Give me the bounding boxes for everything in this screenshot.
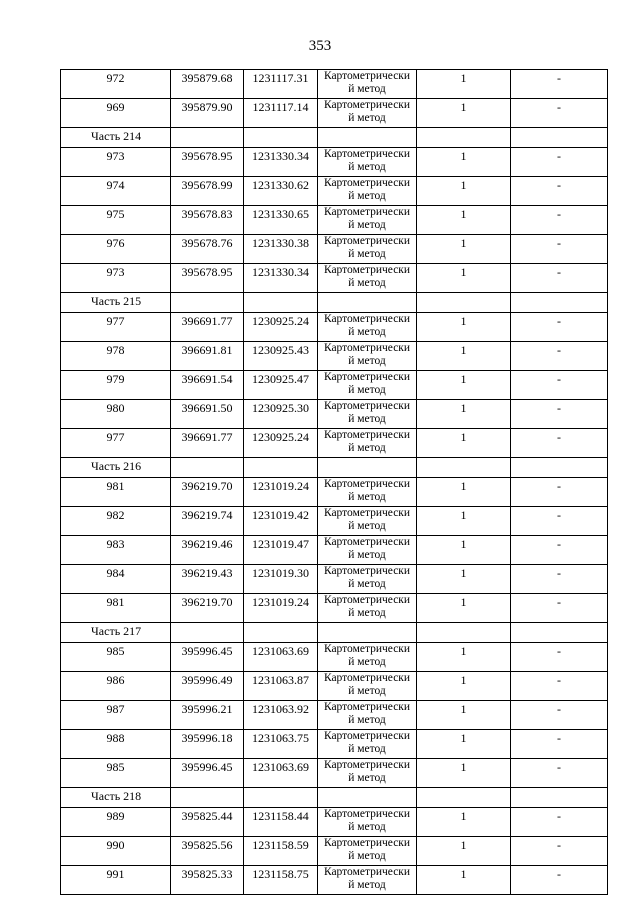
point-number-cell: 981 xyxy=(61,478,171,507)
method-line-2: й метод xyxy=(348,442,386,454)
method-cell xyxy=(318,565,417,594)
method-line-2: й метод xyxy=(348,821,386,833)
accuracy-cell: 1 xyxy=(417,565,511,594)
section-row xyxy=(61,128,608,148)
method-line-2: й метод xyxy=(348,578,386,590)
method-line-1: Картометрически xyxy=(323,565,411,577)
empty-cell xyxy=(171,458,244,478)
empty-cell xyxy=(511,293,608,313)
section-label: Часть 214 xyxy=(61,128,171,148)
y-coordinate-cell: 1231019.30 xyxy=(244,565,318,594)
method-line-1: Картометрически xyxy=(323,536,411,548)
method-line-2: й метод xyxy=(348,413,386,425)
note-cell: - xyxy=(511,206,608,235)
table-row xyxy=(61,701,608,730)
x-coordinate-cell: 396691.81 xyxy=(171,342,244,371)
accuracy-cell: 1 xyxy=(417,400,511,429)
point-number-cell: 983 xyxy=(61,536,171,565)
table-row xyxy=(61,837,608,866)
method-line-2: й метод xyxy=(348,326,386,338)
accuracy-cell: 1 xyxy=(417,429,511,458)
method-cell xyxy=(318,70,417,99)
y-coordinate-cell: 1231117.31 xyxy=(244,70,318,99)
accuracy-cell: 1 xyxy=(417,206,511,235)
table-row xyxy=(61,536,608,565)
y-coordinate-cell: 1230925.47 xyxy=(244,371,318,400)
method-line-1: Картометрически xyxy=(323,808,411,820)
accuracy-cell: 1 xyxy=(417,808,511,837)
accuracy-cell: 1 xyxy=(417,643,511,672)
point-number-cell: 974 xyxy=(61,177,171,206)
note-cell: - xyxy=(511,342,608,371)
note-cell: - xyxy=(511,643,608,672)
method-cell xyxy=(318,701,417,730)
y-coordinate-cell: 1231019.42 xyxy=(244,507,318,536)
section-row xyxy=(61,623,608,643)
method-cell xyxy=(318,643,417,672)
empty-cell xyxy=(244,293,318,313)
empty-cell xyxy=(417,623,511,643)
method-line-1: Картометрически xyxy=(323,594,411,606)
note-cell: - xyxy=(511,400,608,429)
method-cell xyxy=(318,313,417,342)
note-cell: - xyxy=(511,808,608,837)
point-number-cell: 975 xyxy=(61,206,171,235)
x-coordinate-cell: 395678.83 xyxy=(171,206,244,235)
section-label: Часть 218 xyxy=(61,788,171,808)
point-number-cell: 969 xyxy=(61,99,171,128)
y-coordinate-cell: 1231330.34 xyxy=(244,148,318,177)
method-line-1: Картометрически xyxy=(323,759,411,771)
method-cell xyxy=(318,478,417,507)
empty-cell xyxy=(318,623,417,643)
table-row xyxy=(61,594,608,623)
point-number-cell: 988 xyxy=(61,730,171,759)
accuracy-cell: 1 xyxy=(417,759,511,788)
section-label: Часть 217 xyxy=(61,623,171,643)
section-label: Часть 216 xyxy=(61,458,171,478)
method-line-1: Картометрически xyxy=(323,99,411,111)
method-cell xyxy=(318,507,417,536)
method-line-1: Картометрически xyxy=(323,206,411,218)
empty-cell xyxy=(511,128,608,148)
x-coordinate-cell: 395996.49 xyxy=(171,672,244,701)
empty-cell xyxy=(171,788,244,808)
x-coordinate-cell: 395678.95 xyxy=(171,148,244,177)
table-row xyxy=(61,672,608,701)
note-cell: - xyxy=(511,235,608,264)
method-line-1: Картометрически xyxy=(323,371,411,383)
x-coordinate-cell: 395678.95 xyxy=(171,264,244,293)
method-line-1: Картометрически xyxy=(323,429,411,441)
note-cell: - xyxy=(511,507,608,536)
note-cell: - xyxy=(511,371,608,400)
method-cell xyxy=(318,148,417,177)
empty-cell xyxy=(417,788,511,808)
x-coordinate-cell: 395996.45 xyxy=(171,643,244,672)
y-coordinate-cell: 1231330.34 xyxy=(244,264,318,293)
empty-cell xyxy=(417,458,511,478)
accuracy-cell: 1 xyxy=(417,594,511,623)
empty-cell xyxy=(417,293,511,313)
page-number: 353 xyxy=(308,38,332,54)
note-cell: - xyxy=(511,70,608,99)
section-label: Часть 215 xyxy=(61,293,171,313)
x-coordinate-cell: 396691.50 xyxy=(171,400,244,429)
empty-cell xyxy=(417,128,511,148)
method-cell xyxy=(318,400,417,429)
empty-cell xyxy=(244,788,318,808)
x-coordinate-cell: 395996.21 xyxy=(171,701,244,730)
x-coordinate-cell: 395996.45 xyxy=(171,759,244,788)
empty-cell xyxy=(171,128,244,148)
method-line-2: й метод xyxy=(348,161,386,173)
accuracy-cell: 1 xyxy=(417,730,511,759)
method-line-2: й метод xyxy=(348,190,386,202)
section-row xyxy=(61,293,608,313)
point-number-cell: 972 xyxy=(61,70,171,99)
note-cell: - xyxy=(511,672,608,701)
table-row xyxy=(61,866,608,895)
x-coordinate-cell: 396219.74 xyxy=(171,507,244,536)
method-line-2: й метод xyxy=(348,277,386,289)
method-line-1: Картометрически xyxy=(323,507,411,519)
method-line-2: й метод xyxy=(348,384,386,396)
x-coordinate-cell: 396219.46 xyxy=(171,536,244,565)
y-coordinate-cell: 1231330.62 xyxy=(244,177,318,206)
method-line-2: й метод xyxy=(348,772,386,784)
empty-cell xyxy=(318,293,417,313)
point-number-cell: 979 xyxy=(61,371,171,400)
method-cell xyxy=(318,672,417,701)
x-coordinate-cell: 395825.56 xyxy=(171,837,244,866)
method-line-1: Картометрически xyxy=(323,837,411,849)
coordinates-table-body xyxy=(61,70,608,895)
point-number-cell: 989 xyxy=(61,808,171,837)
note-cell: - xyxy=(511,759,608,788)
x-coordinate-cell: 395879.68 xyxy=(171,70,244,99)
accuracy-cell: 1 xyxy=(417,99,511,128)
method-line-2: й метод xyxy=(348,656,386,668)
table-row xyxy=(61,148,608,177)
method-line-2: й метод xyxy=(348,879,386,891)
y-coordinate-cell: 1231063.92 xyxy=(244,701,318,730)
method-line-2: й метод xyxy=(348,520,386,532)
note-cell: - xyxy=(511,99,608,128)
y-coordinate-cell: 1230925.24 xyxy=(244,313,318,342)
method-line-1: Картометрически xyxy=(323,148,411,160)
y-coordinate-cell: 1231117.14 xyxy=(244,99,318,128)
y-coordinate-cell: 1231063.75 xyxy=(244,730,318,759)
note-cell: - xyxy=(511,536,608,565)
method-line-1: Картометрически xyxy=(323,264,411,276)
y-coordinate-cell: 1231063.69 xyxy=(244,759,318,788)
table-row xyxy=(61,429,608,458)
point-number-cell: 981 xyxy=(61,594,171,623)
accuracy-cell: 1 xyxy=(417,837,511,866)
table-row xyxy=(61,730,608,759)
table-row xyxy=(61,759,608,788)
point-number-cell: 977 xyxy=(61,429,171,458)
note-cell: - xyxy=(511,264,608,293)
method-line-2: й метод xyxy=(348,248,386,260)
empty-cell xyxy=(318,788,417,808)
method-line-1: Картометрически xyxy=(323,177,411,189)
accuracy-cell: 1 xyxy=(417,701,511,730)
empty-cell xyxy=(244,623,318,643)
table-row xyxy=(61,371,608,400)
x-coordinate-cell: 395825.33 xyxy=(171,866,244,895)
method-cell xyxy=(318,206,417,235)
note-cell: - xyxy=(511,701,608,730)
point-number-cell: 977 xyxy=(61,313,171,342)
empty-cell xyxy=(511,623,608,643)
note-cell: - xyxy=(511,565,608,594)
table-row xyxy=(61,400,608,429)
x-coordinate-cell: 395996.18 xyxy=(171,730,244,759)
method-line-2: й метод xyxy=(348,219,386,231)
accuracy-cell: 1 xyxy=(417,478,511,507)
table-row xyxy=(61,313,608,342)
x-coordinate-cell: 395825.44 xyxy=(171,808,244,837)
point-number-cell: 987 xyxy=(61,701,171,730)
method-cell xyxy=(318,235,417,264)
table-row xyxy=(61,507,608,536)
method-line-2: й метод xyxy=(348,549,386,561)
note-cell: - xyxy=(511,313,608,342)
accuracy-cell: 1 xyxy=(417,342,511,371)
method-cell xyxy=(318,371,417,400)
accuracy-cell: 1 xyxy=(417,235,511,264)
point-number-cell: 985 xyxy=(61,759,171,788)
method-line-2: й метод xyxy=(348,714,386,726)
table-row xyxy=(61,206,608,235)
method-line-1: Картометрически xyxy=(323,478,411,490)
method-line-1: Картометрически xyxy=(323,235,411,247)
note-cell: - xyxy=(511,594,608,623)
accuracy-cell: 1 xyxy=(417,264,511,293)
x-coordinate-cell: 395879.90 xyxy=(171,99,244,128)
method-cell xyxy=(318,177,417,206)
table-row xyxy=(61,808,608,837)
point-number-cell: 990 xyxy=(61,837,171,866)
y-coordinate-cell: 1231330.38 xyxy=(244,235,318,264)
empty-cell xyxy=(511,788,608,808)
method-cell xyxy=(318,866,417,895)
y-coordinate-cell: 1231019.24 xyxy=(244,478,318,507)
y-coordinate-cell: 1231063.87 xyxy=(244,672,318,701)
method-cell xyxy=(318,759,417,788)
note-cell: - xyxy=(511,429,608,458)
accuracy-cell: 1 xyxy=(417,70,511,99)
method-line-1: Картометрически xyxy=(323,342,411,354)
note-cell: - xyxy=(511,866,608,895)
method-line-1: Картометрически xyxy=(323,70,411,82)
method-line-2: й метод xyxy=(348,743,386,755)
point-number-cell: 973 xyxy=(61,264,171,293)
note-cell: - xyxy=(511,148,608,177)
y-coordinate-cell: 1231330.65 xyxy=(244,206,318,235)
method-line-2: й метод xyxy=(348,685,386,697)
method-cell xyxy=(318,808,417,837)
method-line-1: Картометрически xyxy=(323,730,411,742)
method-line-2: й метод xyxy=(348,355,386,367)
method-line-1: Картометрически xyxy=(323,643,411,655)
x-coordinate-cell: 396219.70 xyxy=(171,594,244,623)
method-cell xyxy=(318,837,417,866)
y-coordinate-cell: 1230925.24 xyxy=(244,429,318,458)
y-coordinate-cell: 1231158.59 xyxy=(244,837,318,866)
empty-cell xyxy=(171,293,244,313)
accuracy-cell: 1 xyxy=(417,371,511,400)
table-row xyxy=(61,235,608,264)
method-line-1: Картометрически xyxy=(323,313,411,325)
note-cell: - xyxy=(511,478,608,507)
table-row xyxy=(61,565,608,594)
method-cell xyxy=(318,264,417,293)
note-cell: - xyxy=(511,730,608,759)
point-number-cell: 982 xyxy=(61,507,171,536)
method-cell xyxy=(318,730,417,759)
method-line-1: Картометрически xyxy=(323,866,411,878)
method-line-2: й метод xyxy=(348,83,386,95)
y-coordinate-cell: 1231158.44 xyxy=(244,808,318,837)
method-cell xyxy=(318,536,417,565)
x-coordinate-cell: 396219.43 xyxy=(171,565,244,594)
accuracy-cell: 1 xyxy=(417,672,511,701)
method-line-2: й метод xyxy=(348,112,386,124)
table-row xyxy=(61,643,608,672)
method-line-1: Картометрически xyxy=(323,400,411,412)
method-cell xyxy=(318,99,417,128)
empty-cell xyxy=(171,623,244,643)
method-cell xyxy=(318,594,417,623)
table-row xyxy=(61,99,608,128)
point-number-cell: 976 xyxy=(61,235,171,264)
accuracy-cell: 1 xyxy=(417,507,511,536)
method-line-2: й метод xyxy=(348,607,386,619)
table-row xyxy=(61,70,608,99)
accuracy-cell: 1 xyxy=(417,177,511,206)
empty-cell xyxy=(511,458,608,478)
table-row xyxy=(61,264,608,293)
coordinates-table xyxy=(60,69,608,895)
section-row xyxy=(61,788,608,808)
y-coordinate-cell: 1231019.47 xyxy=(244,536,318,565)
empty-cell xyxy=(318,458,417,478)
point-number-cell: 980 xyxy=(61,400,171,429)
table-row xyxy=(61,478,608,507)
method-line-1: Картометрически xyxy=(323,672,411,684)
method-cell xyxy=(318,342,417,371)
accuracy-cell: 1 xyxy=(417,866,511,895)
point-number-cell: 978 xyxy=(61,342,171,371)
x-coordinate-cell: 395678.99 xyxy=(171,177,244,206)
method-line-1: Картометрически xyxy=(323,701,411,713)
x-coordinate-cell: 396691.77 xyxy=(171,429,244,458)
table-row xyxy=(61,342,608,371)
y-coordinate-cell: 1231063.69 xyxy=(244,643,318,672)
y-coordinate-cell: 1230925.43 xyxy=(244,342,318,371)
x-coordinate-cell: 396691.54 xyxy=(171,371,244,400)
x-coordinate-cell: 396219.70 xyxy=(171,478,244,507)
y-coordinate-cell: 1231158.75 xyxy=(244,866,318,895)
point-number-cell: 985 xyxy=(61,643,171,672)
empty-cell xyxy=(244,128,318,148)
table-row xyxy=(61,177,608,206)
note-cell: - xyxy=(511,177,608,206)
y-coordinate-cell: 1230925.30 xyxy=(244,400,318,429)
method-cell xyxy=(318,429,417,458)
accuracy-cell: 1 xyxy=(417,313,511,342)
x-coordinate-cell: 396691.77 xyxy=(171,313,244,342)
accuracy-cell: 1 xyxy=(417,536,511,565)
section-row xyxy=(61,458,608,478)
point-number-cell: 984 xyxy=(61,565,171,594)
empty-cell xyxy=(318,128,417,148)
point-number-cell: 973 xyxy=(61,148,171,177)
point-number-cell: 986 xyxy=(61,672,171,701)
x-coordinate-cell: 395678.76 xyxy=(171,235,244,264)
empty-cell xyxy=(244,458,318,478)
note-cell: - xyxy=(511,837,608,866)
method-line-2: й метод xyxy=(348,850,386,862)
accuracy-cell: 1 xyxy=(417,148,511,177)
method-line-2: й метод xyxy=(348,491,386,503)
y-coordinate-cell: 1231019.24 xyxy=(244,594,318,623)
point-number-cell: 991 xyxy=(61,866,171,895)
